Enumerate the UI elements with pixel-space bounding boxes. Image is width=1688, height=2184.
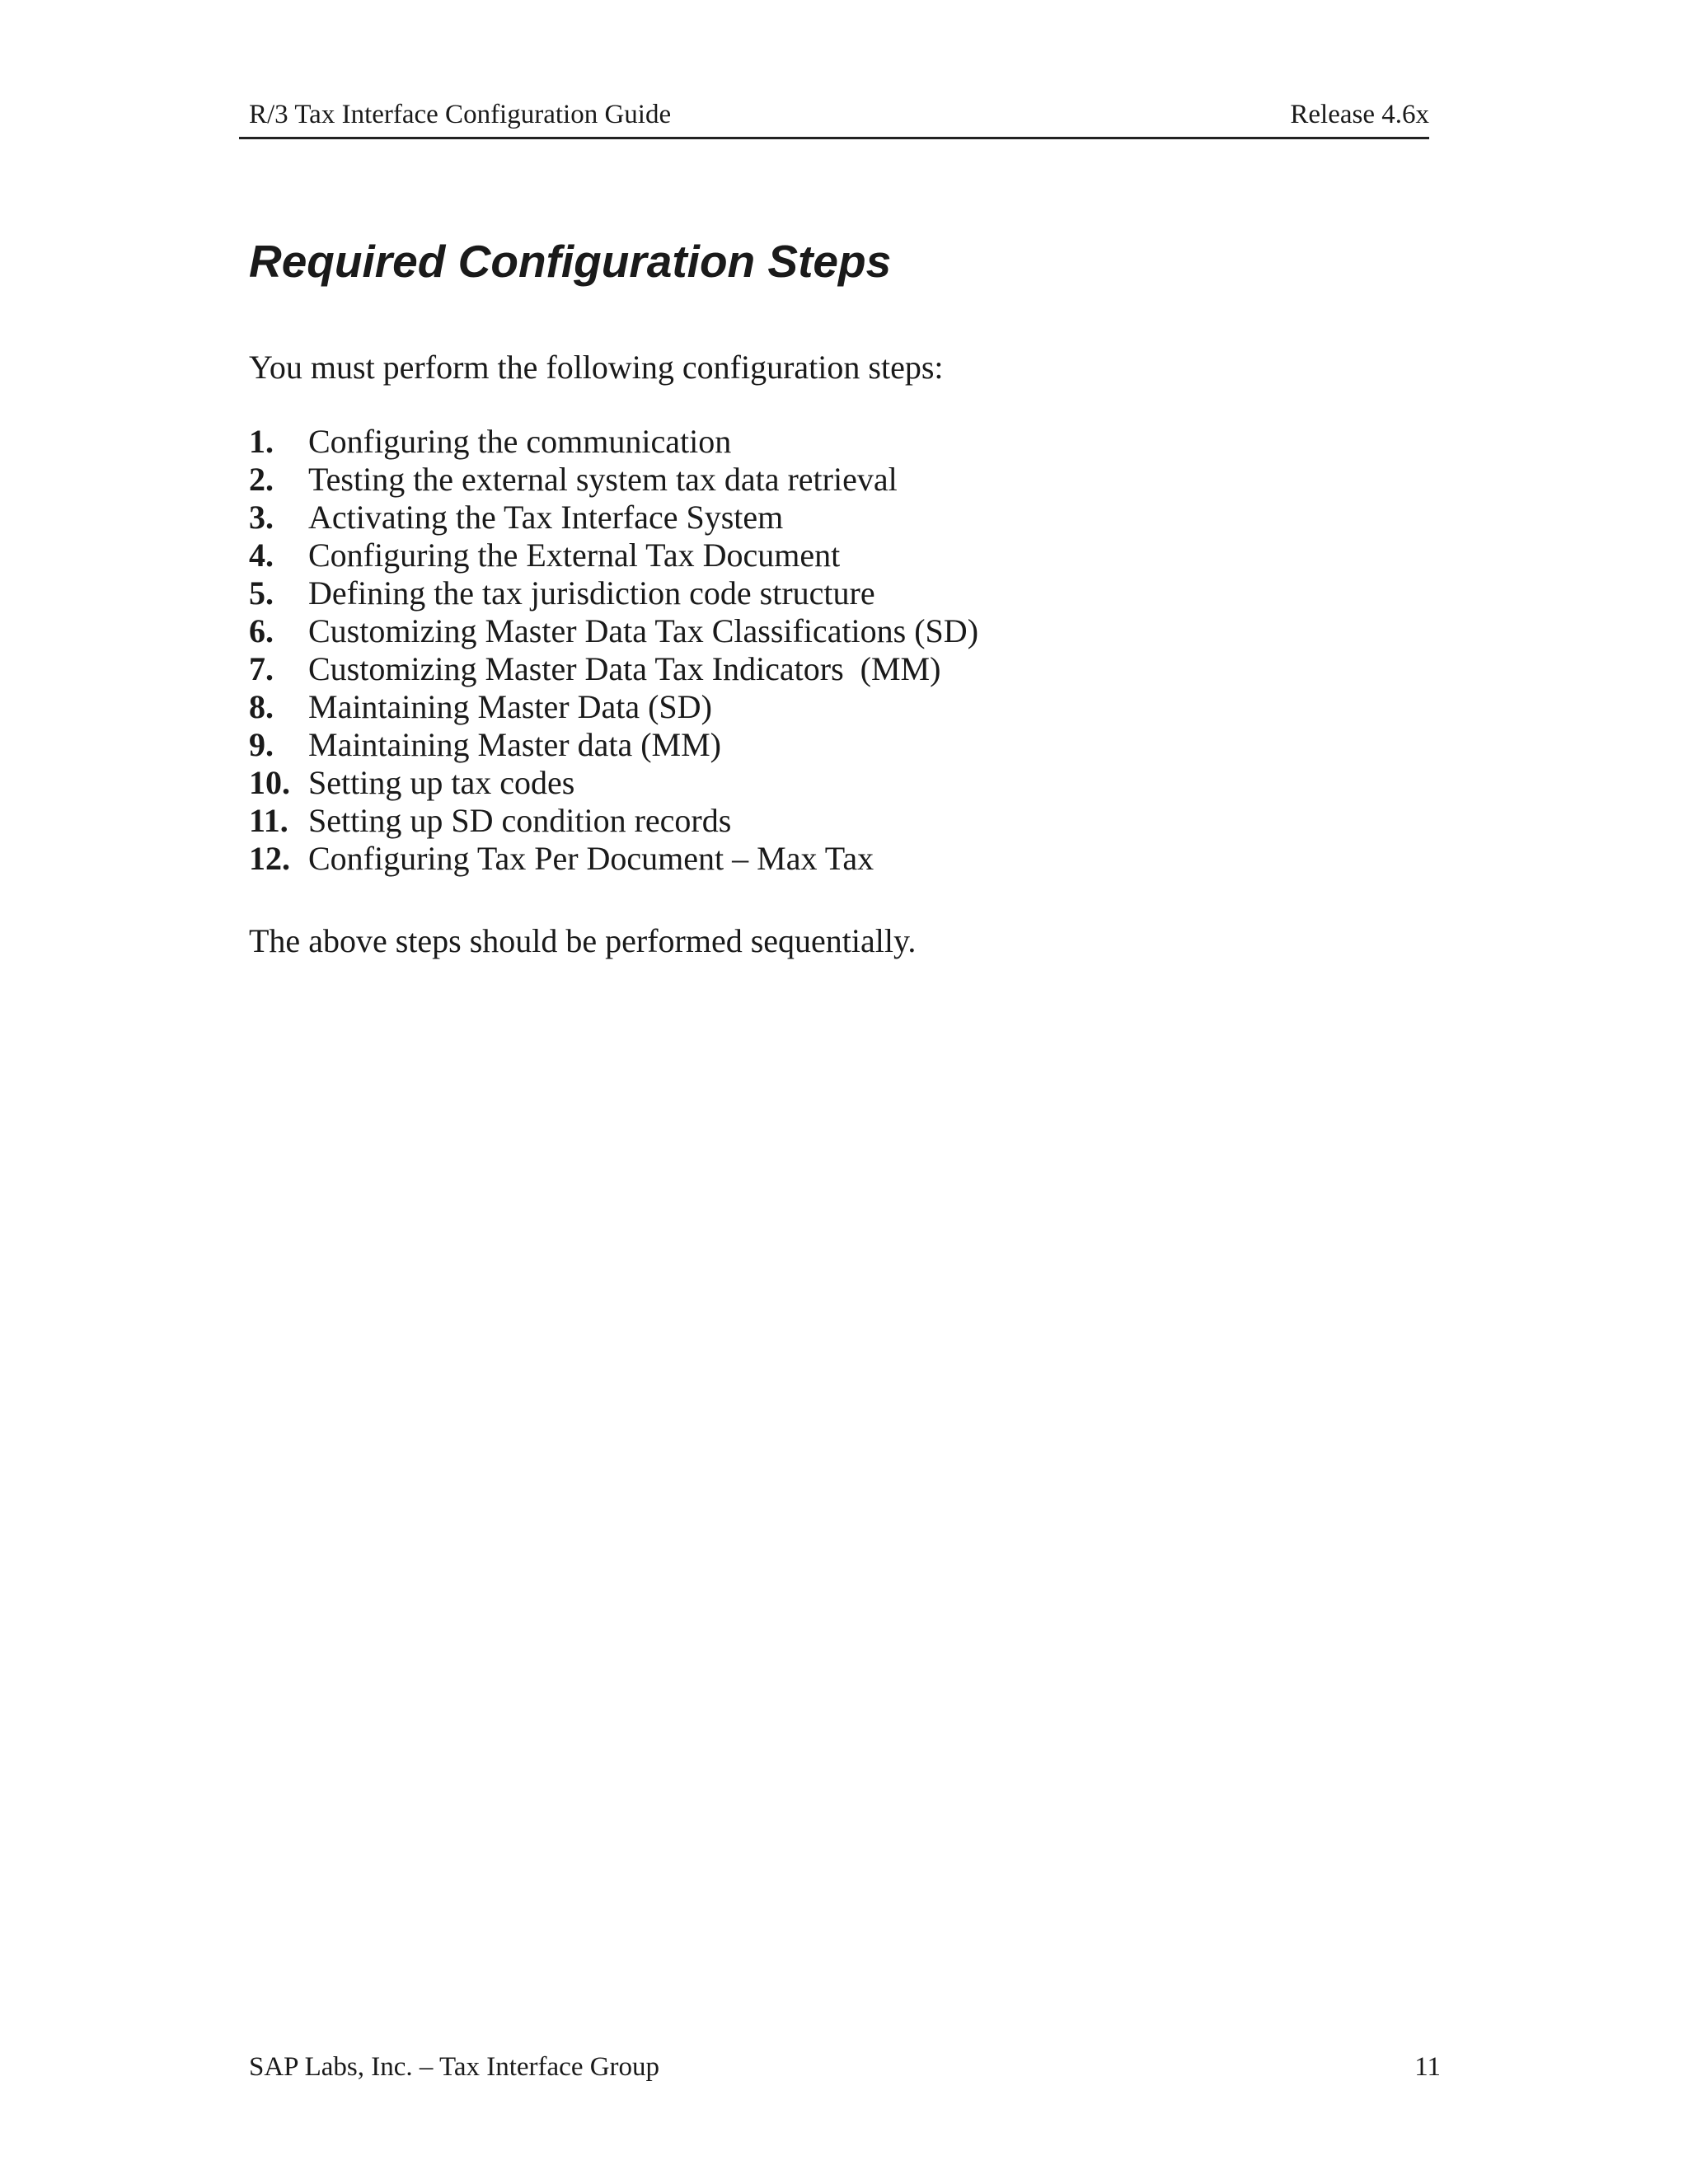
step-text: Activating the Tax Interface System [308, 499, 784, 536]
step-text: Testing the external system tax data retrieval [308, 461, 898, 498]
closing-paragraph: The above steps should be performed sequentially. [249, 922, 917, 959]
list-item [249, 726, 978, 764]
page-title: Required Configuration Steps [249, 236, 892, 287]
list-item [249, 688, 978, 726]
step-text: Defining the tax jurisdiction code structure [308, 574, 875, 612]
step-number: 5. [249, 574, 274, 612]
configuration-steps-list [249, 423, 978, 878]
list-item [249, 499, 978, 537]
list-item [249, 423, 978, 461]
step-text: Maintaining Master Data (SD) [308, 688, 712, 725]
step-number: 3. [249, 499, 274, 536]
step-number: 2. [249, 461, 274, 498]
step-text: Maintaining Master data (MM) [308, 726, 721, 763]
step-text: Configuring the communication [308, 423, 732, 460]
step-number: 9. [249, 726, 274, 763]
header-document-title: R/3 Tax Interface Configuration Guide [249, 100, 672, 129]
header-release: Release 4.6x [1290, 100, 1429, 129]
step-number: 10. [249, 764, 290, 801]
list-item [249, 537, 978, 574]
list-item [249, 764, 978, 802]
step-number: 7. [249, 650, 274, 687]
intro-paragraph: You must perform the following configuration steps: [249, 349, 944, 386]
list-item [249, 802, 978, 840]
step-text: Configuring the External Tax Document [308, 537, 841, 574]
page-number: 11 [1414, 2052, 1441, 2082]
list-item [249, 461, 978, 499]
step-text: Customizing Master Data Tax Classifications (SD) [308, 612, 979, 649]
step-text: Setting up tax codes [308, 764, 575, 801]
step-number: 4. [249, 537, 274, 574]
list-item [249, 612, 978, 650]
footer-organization: SAP Labs, Inc. – Tax Interface Group [249, 2052, 660, 2082]
step-number: 6. [249, 612, 274, 649]
step-number: 11. [249, 802, 288, 839]
list-item [249, 574, 978, 612]
step-number: 1. [249, 423, 274, 460]
step-number: 8. [249, 688, 274, 725]
list-item [249, 650, 978, 688]
page-footer [249, 2049, 1441, 2085]
step-number: 12. [249, 840, 290, 877]
step-text: Setting up SD condition records [308, 802, 732, 839]
step-text: Configuring Tax Per Document – Max Tax [308, 840, 874, 877]
page-header [239, 92, 1429, 139]
step-text: Customizing Master Data Tax Indicators (MM) [308, 650, 941, 687]
list-item [249, 840, 978, 878]
